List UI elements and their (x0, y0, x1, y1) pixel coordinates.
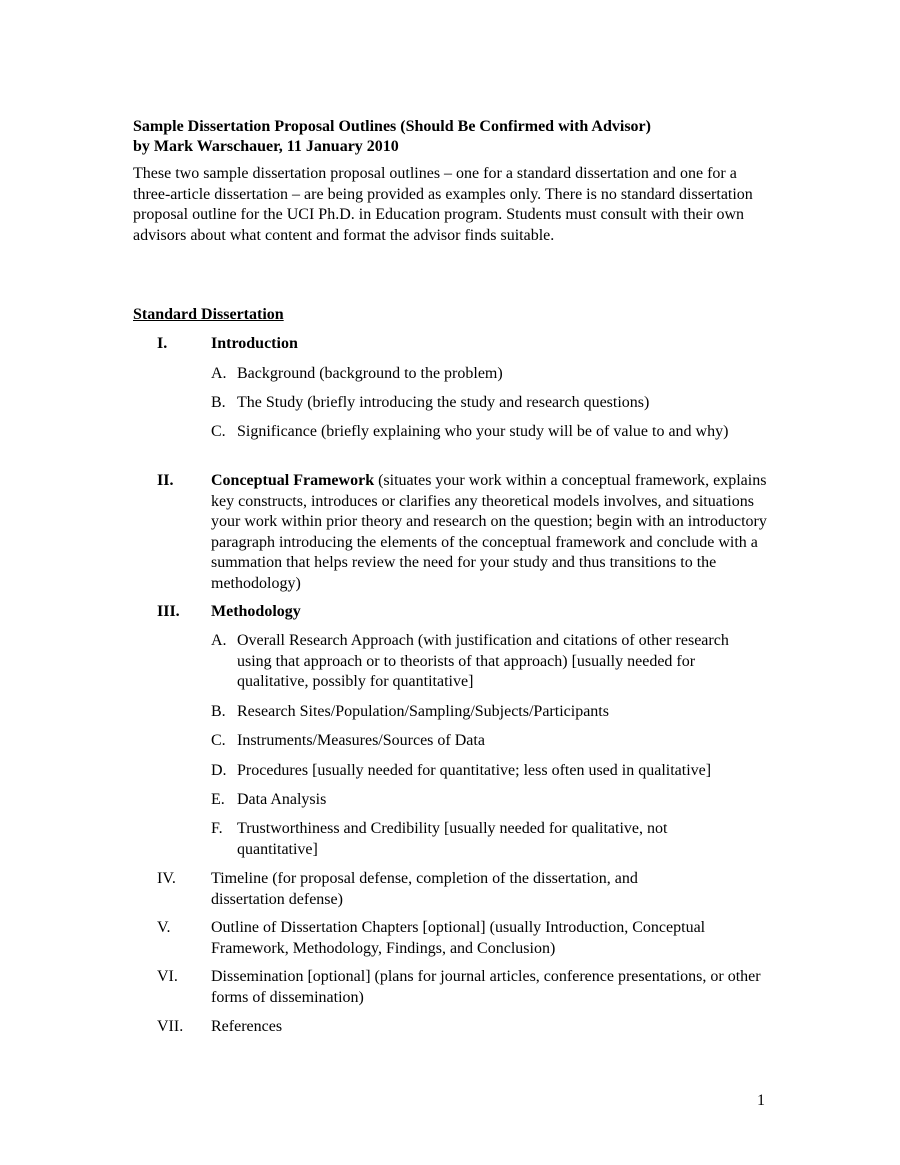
subitem-text: Significance (briefly explaining who your study will be of value to and why) (237, 423, 729, 440)
outline-numeral: I. (157, 335, 168, 352)
outline-heading: Conceptual Framework (211, 472, 375, 489)
subitem-text: Research Sites/Population/Sampling/Subjects/Participants (237, 703, 609, 720)
page-number: 1 (757, 1092, 765, 1109)
outline-text: Timeline (for proposal defense, completion of the dissertation, and dissertation defense) (211, 870, 638, 908)
outline-numeral: II. (157, 472, 174, 489)
subitem-letter: B. (211, 703, 226, 720)
outline-numeral: V. (157, 919, 171, 936)
subitem-letter: C. (211, 423, 226, 440)
subitem-text: Overall Research Approach (with justification and citations of other research using that approach or to theorists of that approach) [usually needed for qualitative, possibly for quantitative] (237, 632, 729, 690)
section-heading: Standard Dissertation (133, 306, 284, 323)
subitem-letter: A. (211, 365, 227, 382)
outline-numeral: III. (157, 603, 180, 620)
title-line-2: by Mark Warschauer, 11 January 2010 (133, 138, 399, 155)
subitem-letter: B. (211, 394, 226, 411)
subitem-text: Data Analysis (237, 791, 327, 808)
outline-numeral: VII. (157, 1018, 184, 1035)
outline-text: (situates your work within a conceptual framework, explains key constructs, introduces or clarifies any theoretical models involves, and situations your work within prior theory and research on the question; begin with an introductory paragraph introducing the elements of the conceptual framework and conclude with a summation that helps review the need for your study and thus transitions to the methodology) (211, 472, 767, 592)
outline-heading: Introduction (211, 335, 298, 352)
outline-numeral: IV. (157, 870, 176, 887)
subitem-text: Trustworthiness and Credibility [usually needed for qualitative, not quantitative] (237, 820, 668, 858)
outline-numeral: VI. (157, 968, 178, 985)
subitem-text: Background (background to the problem) (237, 365, 503, 382)
intro-paragraph: These two sample dissertation proposal outlines – one for a standard dissertation and one for a three-article dissertation – are being provided as examples only. There is no standard dissertation proposal outline for the UCI Ph.D. in Education program. Students must consult with their own advisors about what content and format the advisor finds suitable. (133, 165, 753, 244)
outline-text: Dissemination [optional] (plans for journal articles, conference presentations, or other forms of dissemination) (211, 968, 761, 1006)
outline-text: Outline of Dissertation Chapters [optional] (usually Introduction, Conceptual Framework, Methodology, Findings, and Conclusion) (211, 919, 706, 957)
title-line-1: Sample Dissertation Proposal Outlines (Should Be Confirmed with Advisor) (133, 118, 651, 135)
subitem-text: Procedures [usually needed for quantitative; less often used in qualitative] (237, 762, 712, 779)
subitem-letter: C. (211, 732, 226, 749)
subitem-letter: A. (211, 632, 227, 649)
document-title (133, 117, 651, 157)
subitem-text: The Study (briefly introducing the study and research questions) (237, 394, 650, 411)
subitem-letter: E. (211, 791, 225, 808)
subitem-letter: F. (211, 820, 223, 837)
outline-heading: Methodology (211, 603, 301, 620)
subitem-text: Instruments/Measures/Sources of Data (237, 732, 485, 749)
outline-text: References (211, 1018, 283, 1035)
subitem-letter: D. (211, 762, 227, 779)
